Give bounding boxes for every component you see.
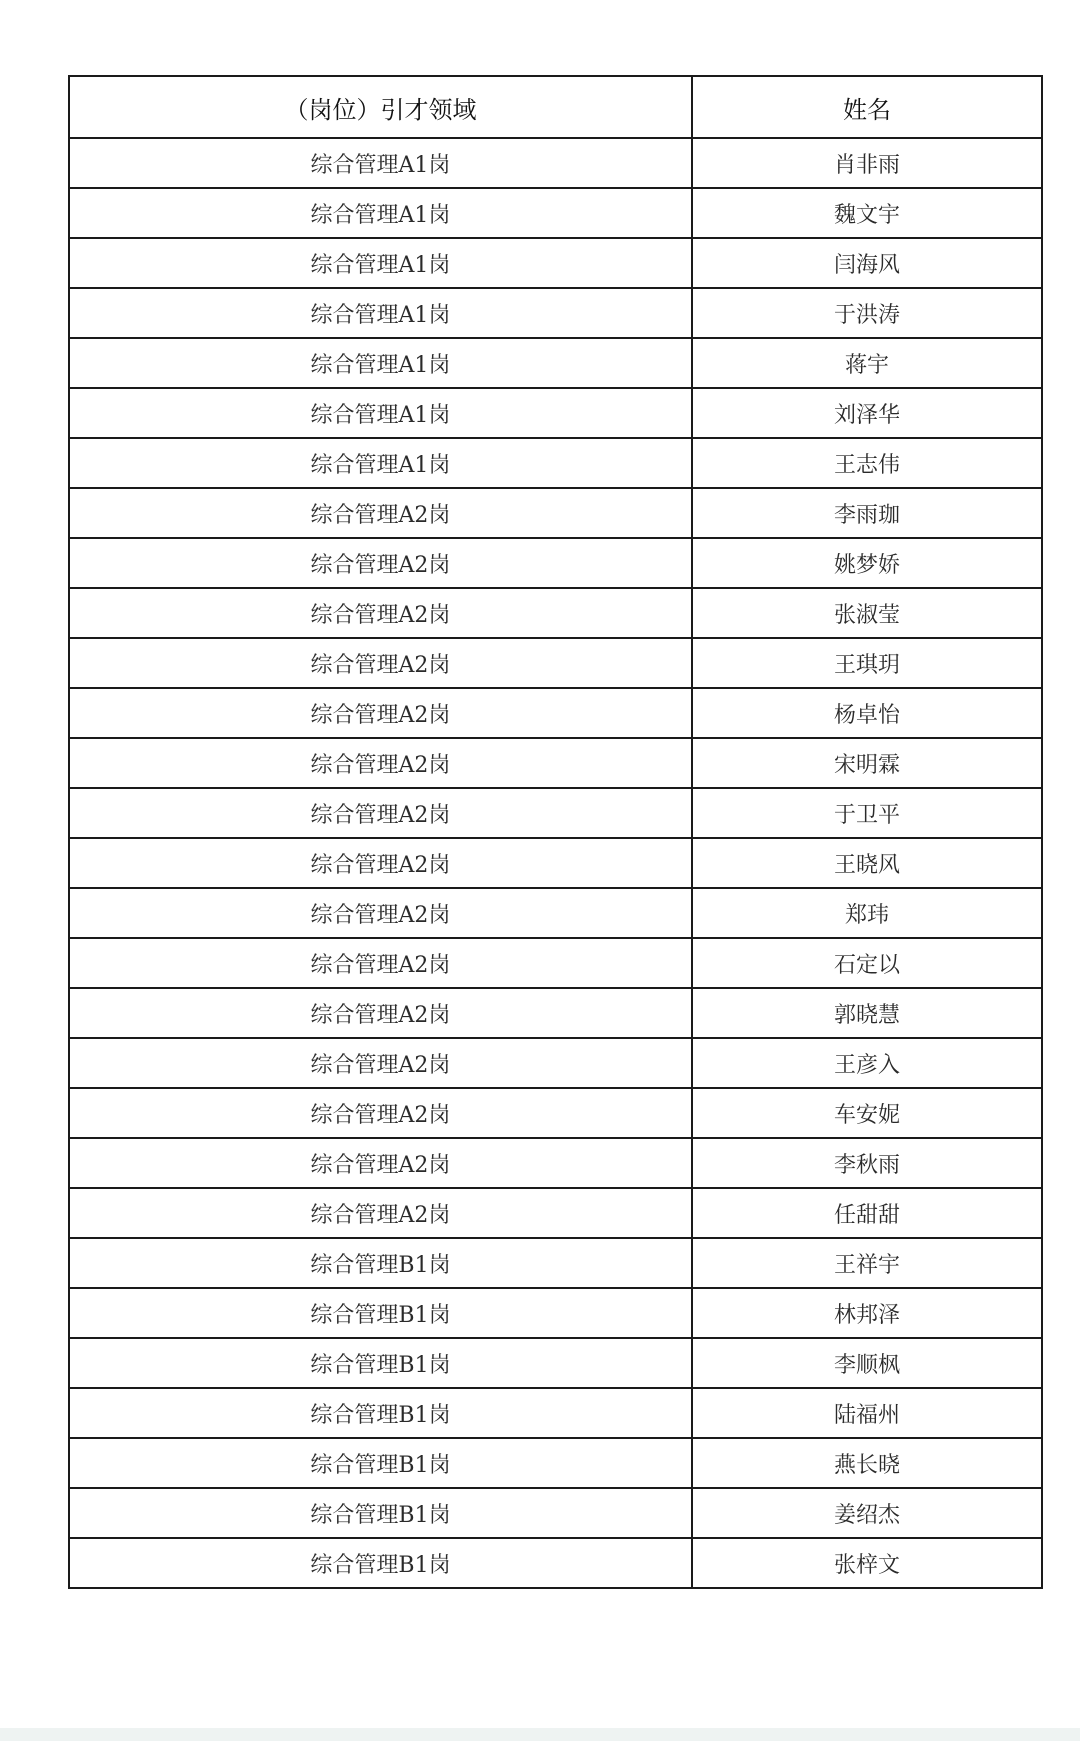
roster-table — [68, 75, 1043, 1589]
cell-field: 综合管理A2岗 — [69, 1088, 692, 1138]
bottom-strip — [0, 1728, 1080, 1741]
cell-field: 综合管理A1岗 — [69, 338, 692, 388]
table-row — [69, 1388, 1042, 1438]
cell-field: 综合管理A2岗 — [69, 588, 692, 638]
table-row — [69, 988, 1042, 1038]
cell-name: 车安妮 — [692, 1088, 1042, 1138]
cell-name: 杨卓怡 — [692, 688, 1042, 738]
table-row — [69, 1488, 1042, 1538]
table-row — [69, 1088, 1042, 1138]
cell-field: 综合管理A2岗 — [69, 1038, 692, 1088]
table-row — [69, 738, 1042, 788]
cell-field: 综合管理A2岗 — [69, 988, 692, 1038]
cell-field: 综合管理B1岗 — [69, 1288, 692, 1338]
cell-name: 李秋雨 — [692, 1138, 1042, 1188]
table-row — [69, 338, 1042, 388]
cell-name: 李顺枫 — [692, 1338, 1042, 1388]
cell-field: 综合管理A1岗 — [69, 438, 692, 488]
cell-name: 石定以 — [692, 938, 1042, 988]
cell-field: 综合管理A2岗 — [69, 1188, 692, 1238]
cell-field: 综合管理B1岗 — [69, 1338, 692, 1388]
table-row — [69, 538, 1042, 588]
cell-field: 综合管理A1岗 — [69, 238, 692, 288]
table-row — [69, 488, 1042, 538]
cell-name: 宋明霖 — [692, 738, 1042, 788]
table-row — [69, 388, 1042, 438]
table-header-row — [69, 76, 1042, 138]
cell-name: 于洪涛 — [692, 288, 1042, 338]
table-row — [69, 138, 1042, 188]
table-row — [69, 1038, 1042, 1088]
cell-name: 王晓风 — [692, 838, 1042, 888]
cell-field: 综合管理B1岗 — [69, 1438, 692, 1488]
cell-field: 综合管理A2岗 — [69, 688, 692, 738]
cell-field: 综合管理A2岗 — [69, 488, 692, 538]
cell-field: 综合管理A2岗 — [69, 838, 692, 888]
table-row — [69, 238, 1042, 288]
cell-name: 于卫平 — [692, 788, 1042, 838]
table-row — [69, 588, 1042, 638]
table-row — [69, 938, 1042, 988]
table-body — [69, 138, 1042, 1588]
table-row — [69, 1338, 1042, 1388]
cell-name: 肖非雨 — [692, 138, 1042, 188]
cell-field: 综合管理B1岗 — [69, 1488, 692, 1538]
cell-name: 姜绍杰 — [692, 1488, 1042, 1538]
table-row — [69, 838, 1042, 888]
cell-name: 王祥宇 — [692, 1238, 1042, 1288]
header-name: 姓名 — [692, 76, 1042, 138]
cell-field: 综合管理B1岗 — [69, 1538, 692, 1588]
cell-name: 王彦入 — [692, 1038, 1042, 1088]
cell-name: 张梓文 — [692, 1538, 1042, 1588]
cell-field: 综合管理A1岗 — [69, 188, 692, 238]
cell-field: 综合管理A1岗 — [69, 388, 692, 438]
table-row — [69, 1538, 1042, 1588]
cell-field: 综合管理A2岗 — [69, 538, 692, 588]
cell-name: 郑玮 — [692, 888, 1042, 938]
cell-name: 魏文宇 — [692, 188, 1042, 238]
table-row — [69, 888, 1042, 938]
table-row — [69, 438, 1042, 488]
table-row — [69, 638, 1042, 688]
cell-field: 综合管理A2岗 — [69, 1138, 692, 1188]
table-row — [69, 1438, 1042, 1488]
cell-field: 综合管理A2岗 — [69, 738, 692, 788]
cell-name: 姚梦娇 — [692, 538, 1042, 588]
cell-field: 综合管理B1岗 — [69, 1238, 692, 1288]
table-row — [69, 788, 1042, 838]
cell-name: 王志伟 — [692, 438, 1042, 488]
cell-name: 王琪玥 — [692, 638, 1042, 688]
cell-name: 郭晓慧 — [692, 988, 1042, 1038]
table-row — [69, 1188, 1042, 1238]
cell-field: 综合管理A2岗 — [69, 638, 692, 688]
cell-field: 综合管理A1岗 — [69, 138, 692, 188]
cell-name: 林邦泽 — [692, 1288, 1042, 1338]
cell-name: 闫海风 — [692, 238, 1042, 288]
cell-name: 燕长晓 — [692, 1438, 1042, 1488]
cell-field: 综合管理B1岗 — [69, 1388, 692, 1438]
cell-name: 任甜甜 — [692, 1188, 1042, 1238]
cell-field: 综合管理A1岗 — [69, 288, 692, 338]
cell-field: 综合管理A2岗 — [69, 938, 692, 988]
table-row — [69, 188, 1042, 238]
cell-field: 综合管理A2岗 — [69, 788, 692, 838]
cell-name: 张淑莹 — [692, 588, 1042, 638]
table-row — [69, 1238, 1042, 1288]
table-row — [69, 288, 1042, 338]
header-field: （岗位）引才领域 — [69, 76, 692, 138]
cell-name: 蒋宇 — [692, 338, 1042, 388]
table-row — [69, 1288, 1042, 1338]
table-row — [69, 1138, 1042, 1188]
cell-name: 刘泽华 — [692, 388, 1042, 438]
cell-name: 李雨珈 — [692, 488, 1042, 538]
table-row — [69, 688, 1042, 738]
cell-field: 综合管理A2岗 — [69, 888, 692, 938]
cell-name: 陆福州 — [692, 1388, 1042, 1438]
